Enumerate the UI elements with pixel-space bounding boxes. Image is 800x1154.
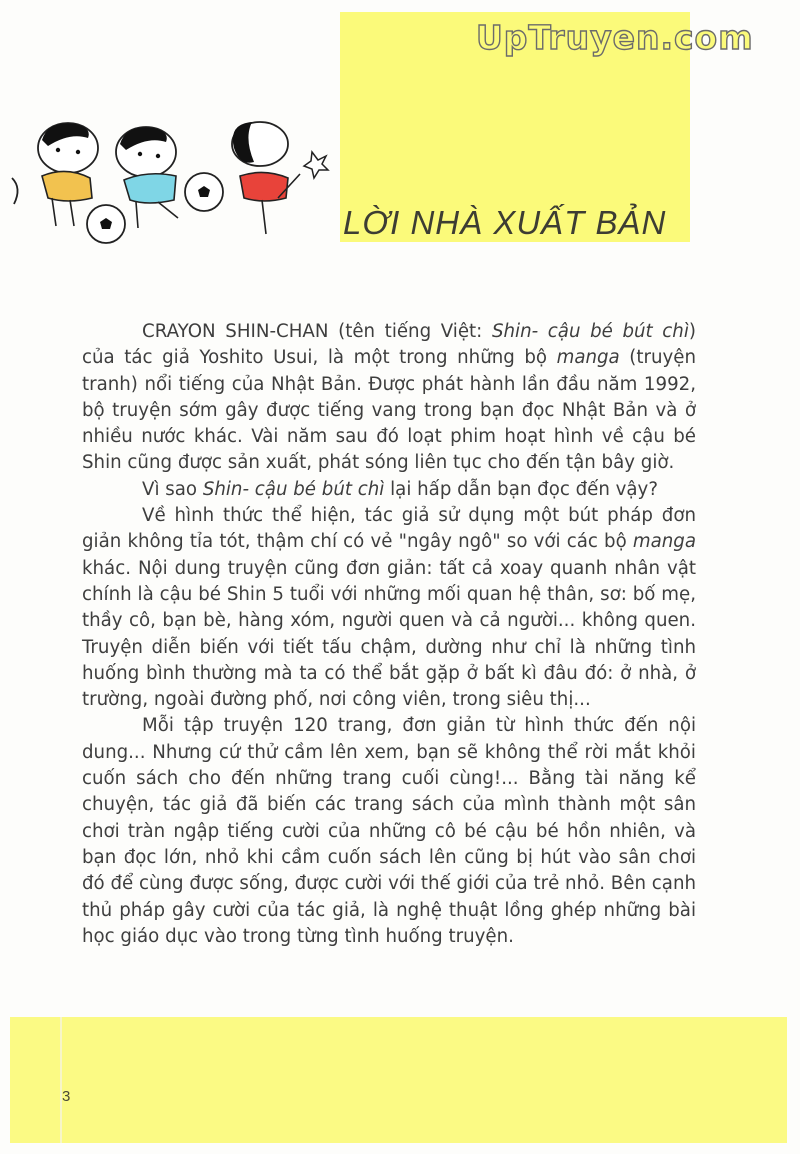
shin-figure-2 [116,127,178,228]
paragraph-3: Về hình thức thể hiện, tác giả sử dụng một bút pháp đơn giản không tỉa tót, thậm chí có vẻ "ngây ngô" so với các bộ manga khác. Nội dung truyện cũng đơn giản: tất cả xoay quanh nhân vật chính là cậu bé Shin 5 tuổi với những mối quan hệ thân, sơ: bố mẹ, thầy cô, bạn bè, hàng xóm, người quen và cả người... không quen. Truyện diễn biến với tiết tấu chậm, dường như chỉ là những tình huống bình thường mà ta có thể bắt gặp ở bất kì đâu đó: ở nhà, ở trường, ngoài đường phố, nơi công viên, trong siêu thị... [82,505,696,711]
sparkle-icon [304,152,328,178]
paragraph-4: Mỗi tập truyện 120 trang, đơn giản từ hình thức đến nội dung... Nhưng cứ thử cầm lên xem, bạn sẽ không thể rời mắt khỏi cuốn sách cho đến những trang cuối cùng!... Bằng tài năng kể chuyện, tác giả đã biến các trang sách của mình thành một sân chơi tràn ngập tiếng cười của những cô bé cậu bé hồn nhiên, và bạn đọc lớn, nhỏ khi cầm cuốn sách lên cũng bị hút vào sân chơi đó để cùng được sống, được cười với thế giới của trẻ nhỏ. Bên cạnh thủ pháp gây cười của tác giả, là nghệ thuật lồng ghép những bài học giáo dục vào trong từng tình huống truyện. [82,715,696,947]
paragraph-1: CRAYON SHIN-CHAN (tên tiếng Việt: Shin- cậu bé bút chì) của tác giả Yoshito Usui, là một trong những bộ manga (truyện tranh) nổi tiếng của Nhật Bản. Được phát hành lần đầu năm 1992, bộ truyện sớm gây được tiếng vang trong bạn đọc Nhật Bản và ở nhiều nước khác. Vài năm sau đó loạt phim hoạt hình về cậu bé Shin cũng được sản xuất, phát sóng liên tục cho đến tận bây giờ. [82,321,697,474]
shin-figure-1 [38,123,98,226]
watermark: UpTruyen.com [476,18,754,57]
shin-figure-3 [232,122,300,234]
body-text [82,319,696,950]
shin-chan-soccer-illustration [8,118,338,250]
partial-figure-edge [12,178,18,204]
page-number: 3 [62,1088,71,1105]
page-title: LỜI NHÀ XUẤT BẢN [343,204,667,241]
paragraph-2: Vì sao Shin- cậu bé bút chì lại hấp dẫn bạn đọc đến vậy? [142,478,658,500]
footer-divider [60,1017,62,1143]
footer-band [10,1017,787,1143]
